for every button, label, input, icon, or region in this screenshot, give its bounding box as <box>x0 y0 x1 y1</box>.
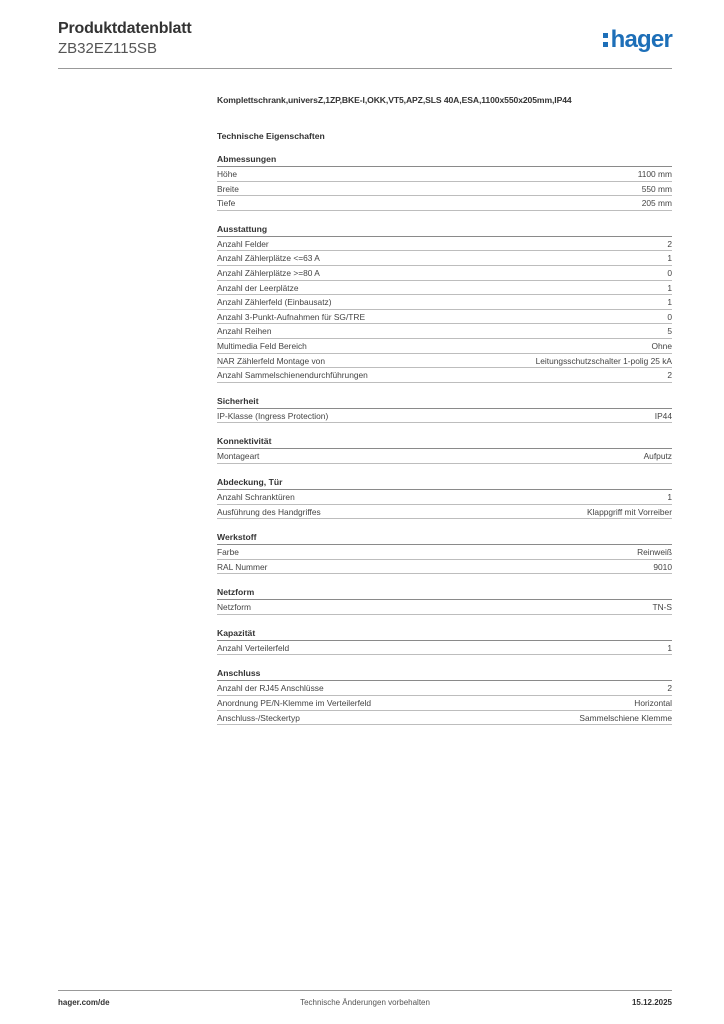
property-value: Horizontal <box>634 698 672 709</box>
property-row <box>217 281 672 296</box>
property-value: Leitungsschutzschalter 1-polig 25 kA <box>535 355 672 366</box>
content <box>217 95 672 725</box>
property-key: Anzahl 3-Punkt-Aufnahmen für SG/TRE <box>217 311 366 322</box>
property-value: 1 <box>667 282 672 293</box>
page-header <box>58 20 672 57</box>
property-row <box>217 295 672 310</box>
property-row <box>217 600 672 615</box>
footer-website[interactable]: hager.com/de <box>58 998 110 1007</box>
property-value: 2 <box>667 683 672 694</box>
section-title: Technische Eigenschaften <box>217 131 325 141</box>
property-key: Breite <box>217 183 239 194</box>
group-title: Netzform <box>217 586 672 600</box>
property-group <box>217 435 672 464</box>
property-group <box>217 476 672 519</box>
group-title: Anschluss <box>217 667 672 681</box>
property-group <box>217 531 672 574</box>
group-title: Abdeckung, Tür <box>217 476 672 490</box>
property-key: Anzahl Reihen <box>217 326 272 337</box>
property-row <box>217 560 672 575</box>
group-title: Konnektivität <box>217 435 672 449</box>
property-key: Anzahl Zählerfeld (Einbausatz) <box>217 297 332 308</box>
property-value: Ohne <box>651 340 672 351</box>
property-key: Farbe <box>217 547 239 558</box>
property-row <box>217 490 672 505</box>
property-group <box>217 153 672 211</box>
property-key: Anzahl Schranktüren <box>217 491 295 502</box>
group-title: Sicherheit <box>217 395 672 409</box>
property-value: Reinweiß <box>637 547 672 558</box>
property-row <box>217 251 672 266</box>
property-row <box>217 641 672 656</box>
property-row <box>217 354 672 369</box>
group-title: Abmessungen <box>217 153 672 167</box>
property-row <box>217 310 672 325</box>
property-key: NAR Zählerfeld Montage von <box>217 355 325 366</box>
hager-logo <box>603 28 672 52</box>
property-key: Anzahl Verteilerfeld <box>217 642 290 653</box>
property-key: Anzahl Zählerplätze <=63 A <box>217 253 320 264</box>
property-value: 5 <box>667 326 672 337</box>
property-value: IP44 <box>654 410 672 421</box>
property-value: Sammelschiene Klemme <box>579 712 672 723</box>
property-value: 0 <box>667 311 672 322</box>
property-row <box>217 167 672 182</box>
property-key: Anzahl Zählerplätze >=80 A <box>217 267 320 278</box>
property-value: 550 mm <box>641 183 672 194</box>
property-key: Tiefe <box>217 198 236 209</box>
footer-date: 15.12.2025 <box>631 998 672 1007</box>
document-title: Produktdatenblatt <box>58 20 192 37</box>
property-group <box>217 586 672 615</box>
property-key: Anzahl der RJ45 Anschlüsse <box>217 683 324 694</box>
property-row <box>217 505 672 520</box>
header-divider <box>58 68 672 69</box>
property-key: Ausführung des Handgriffes <box>217 506 321 517</box>
property-value: 1100 mm <box>637 169 672 179</box>
property-group <box>217 223 672 383</box>
property-key: Anzahl Sammelschienendurchführungen <box>217 370 368 381</box>
property-key: Höhe <box>217 169 238 179</box>
property-value: Aufputz <box>643 451 672 462</box>
property-key: IP-Klasse (Ingress Protection) <box>217 410 329 421</box>
property-row <box>217 368 672 383</box>
property-row <box>217 237 672 252</box>
property-key: RAL Nummer <box>217 561 268 572</box>
property-key: Anzahl der Leerplätze <box>217 282 299 293</box>
property-value: 205 mm <box>641 198 672 209</box>
property-value: 2 <box>667 370 672 381</box>
property-group <box>217 667 672 725</box>
property-value: 2 <box>667 238 672 249</box>
property-key: Netzform <box>217 602 251 613</box>
product-description: Komplettschrank,universZ,1ZP,BKE-I,OKK,VT5,APZ,SLS 40A,ESA,1100x550x205mm,IP44 <box>217 95 572 105</box>
group-title: Werkstoff <box>217 531 672 545</box>
property-row <box>217 182 672 197</box>
property-row <box>217 324 672 339</box>
property-value: 1 <box>667 491 672 502</box>
property-row <box>217 711 672 726</box>
group-title: Ausstattung <box>217 223 672 237</box>
property-value: 0 <box>667 267 672 278</box>
property-value: 9010 <box>653 561 672 572</box>
property-row <box>217 266 672 281</box>
property-row <box>217 339 672 354</box>
footer-notice: Technische Änderungen vorbehalten <box>300 998 430 1007</box>
property-group <box>217 627 672 656</box>
logo-text: hager <box>610 26 672 53</box>
footer-divider <box>58 990 672 991</box>
property-value: 1 <box>667 642 672 653</box>
property-row <box>217 449 672 464</box>
property-key: Anzahl Felder <box>217 238 269 249</box>
property-key: Montageart <box>217 451 260 462</box>
property-key: Multimedia Feld Bereich <box>217 340 307 351</box>
property-row <box>217 545 672 560</box>
group-title: Kapazität <box>217 627 672 641</box>
property-row <box>217 409 672 424</box>
property-row <box>217 696 672 711</box>
property-key: Anordnung PE/N-Klemme im Verteilerfeld <box>217 698 372 709</box>
properties-list <box>217 153 672 725</box>
property-row <box>217 196 672 211</box>
property-key: Anschluss-/Steckertyp <box>217 712 300 723</box>
property-value: 1 <box>667 297 672 308</box>
property-row <box>217 681 672 696</box>
property-group <box>217 395 672 424</box>
logo-dots-icon <box>603 33 608 47</box>
property-value: 1 <box>667 253 672 264</box>
property-value: TN-S <box>652 602 672 613</box>
product-number: ZB32EZ115SB <box>58 40 157 57</box>
property-value: Klappgriff mit Vorreiber <box>586 506 672 517</box>
